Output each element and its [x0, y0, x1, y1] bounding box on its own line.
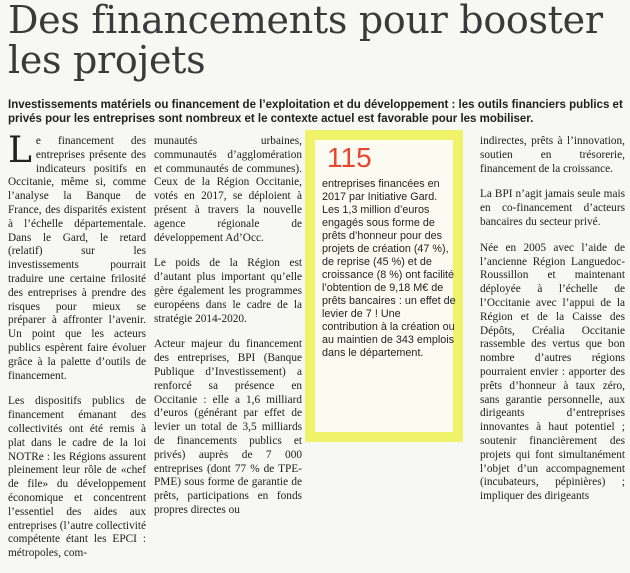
column-4-paragraph-2: La BPI n’agit jamais seule mais en co-financement d’acteurs bancaires du secteur privé. — [480, 188, 625, 228]
column-1-paragraph-2: Les dispositifs publics de financement émanant des collectivités ont été remis à plat dans le cadre de la loi NOTRe : les Régions assurent pleinement leur rôle de «chef de file» du développement économique et concentrent l’essentiel des aides aux entreprises (l’autre collectivité compétente étant les EPCI : métropoles, com- — [8, 395, 147, 560]
column-1-paragraph-1: Le financement des entreprises présente des indicateurs positifs en Occitanie, même si, comme l’analyse la Banque de France, des disparités existent à l’échelle départementale. Dans le Gard, le retard (relatif) sur les investissements pourrait traduire une certaine frilosité des entreprises à prendre des risques pour mieux se préparer à affronter l’avenir. Un point que les acteurs publics espèrent faire évoluer grâce à la palette d’outils de financement. — [8, 130, 146, 382]
headline: Des financements pour booster les projets — [8, 0, 603, 82]
column-4-paragraph-1: indirectes, prêts à l’innovation, soutien en trésorerie, financement de la croissance. — [480, 135, 625, 175]
column-2 — [154, 135, 302, 530]
column-4 — [480, 135, 625, 516]
column-1 — [8, 130, 147, 573]
column-2-paragraph-2: Le poids de la Région est d’autant plus important qu’elle gère également les programmes européens dans le cadre de la stratégie 2014-2020. — [154, 257, 302, 325]
key-figure: 115 — [327, 142, 372, 173]
column-2-paragraph-1: munautés urbaines, communautés d’agglomération et communautés de communes). Ceux de la Région Occitanie, votés en 2017, se déploient à présent à travers la nouvelle agence régionale de développement Ad’Occ. — [154, 135, 302, 244]
column-2-paragraph-3: Acteur majeur du financement des entreprises, BPI (Banque Publique d’Investissement) a renforcé sa présence en Occitanie : elle a 1,6 milliard d’euros (générant par effet de levier un total de 3,5 milliards de financements publics et privés) auprès de 7 000 entreprises (dont 77 % de TPE-PME) sous forme de garantie de prêts, participations en fonds propres directes ou — [154, 338, 302, 516]
column-4-paragraph-3: Née en 2005 avec l’aide de l’ancienne Région Languedoc-Roussillon et maintenant déployée à l’échelle de l’Occitanie avec l’appui de la Région et de la Caisse des Dépôts, Créalia Occitanie rassemble des vertus que bon nombre d’autres régions pourraient envier : apporter des prêts d’honneur à taux zéro, sans garantie personnelle, aux dirigeants d’entreprises innovantes à haut potentiel ; soutenir financièrement des projets qui font simultanément l’objet d’un accompagnement (incubateurs, pépinières) ; impliquer des dirigeants — [480, 241, 625, 503]
lead-paragraph: Investissements matériels ou financement de l’exploitation et du développement : les outils financiers publics et privés pour les entreprises sont nombreux et le contexte actuel est favorable pour les mobiliser. — [8, 99, 623, 125]
key-figure-text: entreprises financées en 2017 par Initiative Gard. Les 1,3 million d’euros engagés sous forme de prêts d’honneur pour des projets de création (47 %), de reprise (45 %) et de croissance (8 %) ont facilité l’obtention de 9,18 M€ de prêts bancaires : un effet de levier de 7 ! Une contribution à la création ou au maintien de 343 emplois dans le département. — [322, 178, 456, 359]
drop-cap: L — [8, 130, 32, 171]
